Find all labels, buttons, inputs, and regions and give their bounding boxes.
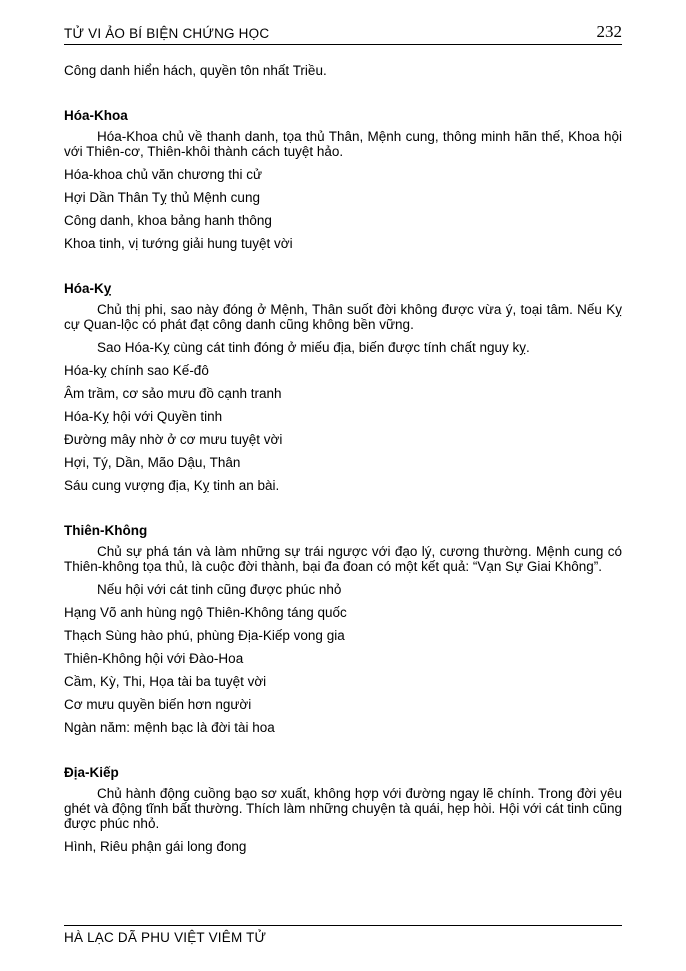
verse-line: Hóa-khoa chủ văn chương thi cử <box>64 167 263 182</box>
section-title: Hóa-Kỵ <box>64 281 112 296</box>
verse-line: Hình, Riêu phận gái long đong <box>64 839 247 854</box>
section-title: Thiên-Không <box>64 523 148 538</box>
verse-line: Đường mây nhờ ở cơ mưu tuyệt vời <box>64 432 283 447</box>
section-dia-kiep <box>64 765 622 854</box>
section-gap <box>64 86 622 108</box>
section-hoa-khoa <box>64 108 622 251</box>
page-footer: HÀ LẠC DÃ PHU VIỆT VIÊM TỬ <box>64 925 622 945</box>
verse-line: Thiên-Không hội với Đào-Hoa <box>64 651 244 666</box>
verse-line: Ngàn năm: mệnh bạc là đời tài hoa <box>64 720 275 735</box>
page-header <box>64 22 622 45</box>
section-title: Hóa-Khoa <box>64 108 128 123</box>
verse-line: Hợi, Tý, Dần, Mão Dậu, Thân <box>64 455 241 470</box>
section-gap <box>64 743 622 765</box>
verse-line: Sáu cung vượng địa, Kỵ tinh an bài. <box>64 478 280 493</box>
section-thien-khong <box>64 523 622 735</box>
verse-line: Hóa-Kỵ hội với Quyền tinh <box>64 409 223 424</box>
section-paragraph: Sao Hóa-Kỵ cùng cát tinh đóng ở miếu địa, biến được tính chất nguy kỵ. <box>97 340 530 355</box>
verse-line: Thạch Sùng hào phú, phùng Địa-Kiếp vong gia <box>64 628 345 643</box>
section-paragraph: Chủ thị phi, sao này đóng ở Mệnh, Thân suốt đời không được vừa ý, toại tâm. Nếu Kỵ cự Quan-lộc có phát đạt công danh cũng không bền vững. <box>64 302 622 332</box>
intro-line: Công danh hiển hách, quyền tôn nhất Triều. <box>64 63 327 78</box>
section-paragraph: Chủ sự phá tán và làm những sự trái ngược với đạo lý, cương thường. Mệnh cung có Thiên-không tọa thủ, là cuộc đời thành, bại đa đoan có một kết quả: “Vạn Sự Giai Không”. <box>64 544 622 574</box>
verse-line: Hạng Võ anh hùng ngộ Thiên-Không táng quốc <box>64 605 347 620</box>
section-gap <box>64 501 622 523</box>
page-number: 232 <box>596 22 622 41</box>
verse-line: Công danh, khoa bảng hanh thông <box>64 213 272 228</box>
section-hoa-ky <box>64 281 622 493</box>
book-title: TỬ VI ẢO BÍ BIỆN CHỨNG HỌC <box>64 26 270 41</box>
section-paragraph: Hóa-Khoa chủ về thanh danh, tọa thủ Thân, Mệnh cung, thông minh hãn thế, Khoa hội với Thiên-cơ, Thiên-khôi thành cách tuyệt hảo. <box>64 129 622 159</box>
verse-line: Khoa tinh, vị tướng giải hung tuyệt vời <box>64 236 293 251</box>
verse-line: Hóa-kỵ chính sao Kế-đô <box>64 363 209 378</box>
section-title: Địa-Kiếp <box>64 765 119 780</box>
page-content <box>64 63 622 862</box>
section-gap <box>64 259 622 281</box>
verse-line: Cầm, Kỳ, Thi, Họa tài ba tuyệt vời <box>64 674 267 689</box>
section-paragraph: Nếu hội với cát tinh cũng được phúc nhỏ <box>97 582 342 597</box>
verse-line: Âm trầm, cơ sảo mưu đồ cạnh tranh <box>64 386 282 401</box>
verse-line: Cơ mưu quyền biến hơn người <box>64 697 252 712</box>
section-paragraph: Chủ hành động cuồng bạo sơ xuất, không hợp với đường ngay lẽ chính. Trong đời yêu ghét và động tĩnh bất thường. Thích làm những chuyện tà quái, hẹp hòi. Hội với cát tinh cũng được phúc nhỏ. <box>64 786 622 831</box>
verse-line: Hợi Dần Thân Tỵ thủ Mệnh cung <box>64 190 260 205</box>
